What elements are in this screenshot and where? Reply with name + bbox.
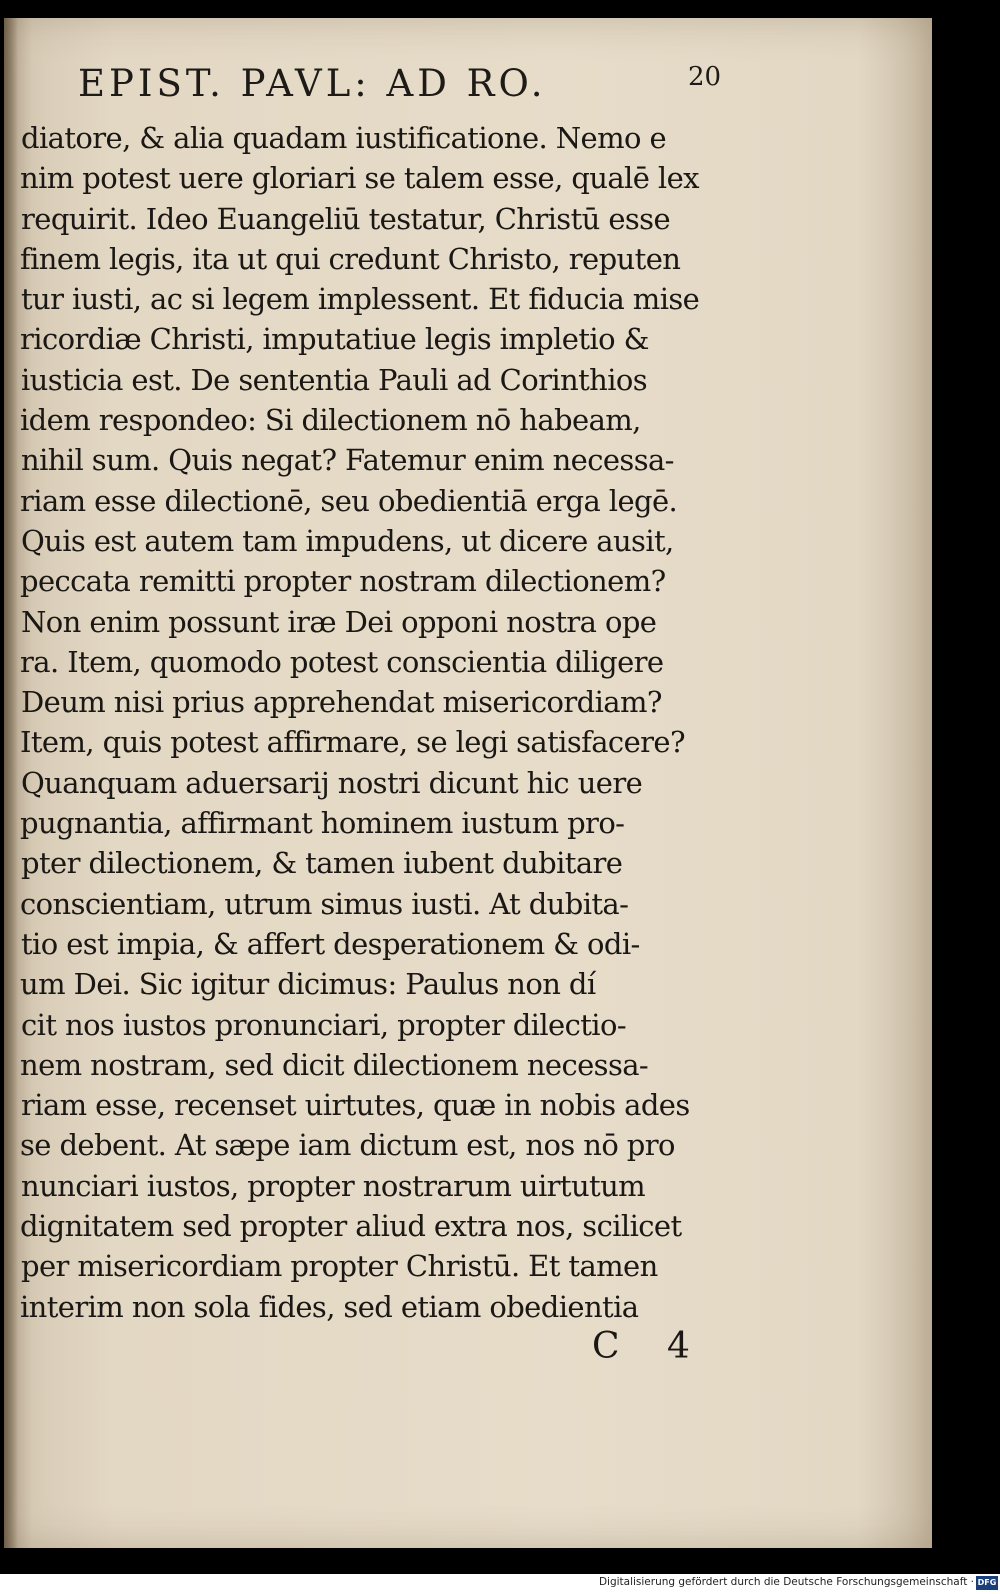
text-line: peccata remitti propter nostram dilectionem?: [20, 564, 666, 599]
text-line: riam esse dilectionē, seu obedientiā erga legē.: [20, 483, 678, 518]
text-line: pter dilectionem, & tamen iubent dubitare: [21, 846, 623, 881]
text-line: Item, quis potest affirmare, se legi satisfacere?: [20, 725, 685, 760]
text-line: cit nos iustos pronunciari, propter dilectio-: [21, 1007, 627, 1042]
text-line: ra. Item, quomodo potest conscientia diligere: [20, 644, 664, 679]
dfg-logo: DFG: [976, 1576, 998, 1590]
text-line: riam esse, recenset uirtutes, quæ in nobis ades: [21, 1088, 690, 1123]
text-line: dignitatem sed propter aliud extra nos, scilicet: [20, 1209, 682, 1244]
text-line: pugnantia, affirmant hominem iustum pro-: [20, 806, 625, 841]
digitization-credit: Digitalisierung gefördert durch die Deutsche Forschungsgemeinschaft ·: [598, 1576, 974, 1588]
folio-number: 20: [688, 62, 722, 92]
text-line: finem legis, ita ut qui credunt Christo, reputen: [20, 241, 681, 276]
text-line: Non enim possunt iræ Dei opponi nostra ope: [21, 604, 657, 639]
text-line: Quis est autem tam impudens, ut dicere ausit,: [21, 523, 674, 558]
page-gutter-shadow: [4, 18, 18, 1548]
text-line: um Dei. Sic igitur dicimus: Paulus non dí: [20, 967, 596, 1002]
text-line: requirit. Ideo Euangeliū testatur, Christū esse: [21, 201, 671, 236]
text-line: nihil sum. Quis negat? Fatemur enim necessa-: [21, 443, 674, 478]
text-line: interim non sola fides, sed etiam obedientia: [20, 1289, 639, 1324]
text-line: diatore, & alia quadam iustificatione. Nemo e: [21, 121, 667, 155]
text-line: nim potest uere gloriari se talem esse, qualē lex: [20, 161, 699, 196]
text-line: conscientiam, utrum simus iusti. At dubita-: [20, 886, 629, 921]
text-line: se debent. At sæpe iam dictum est, nos nō pro: [20, 1128, 675, 1163]
text-line: idem respondeo: Si dilectionem nō habeam,: [20, 403, 641, 438]
text-line: nunciari iustos, propter nostrarum uirtutum: [21, 1168, 646, 1203]
text-line: Deum nisi prius apprehendat misericordiam?: [21, 685, 662, 720]
body-text: [20, 118, 780, 1327]
text-line: tio est impia, & affert desperationem & odi-: [21, 926, 640, 961]
text-line: nem nostram, sed dicit dilectionem necessa-: [20, 1047, 649, 1082]
signature-mark: C 4: [592, 1326, 708, 1367]
text-line: tur iusti, ac si legem implessent. Et fiducia mise: [21, 282, 700, 317]
text-line: per misericordiam propter Christū. Et tamen: [21, 1249, 658, 1284]
running-head: EPIST. PAVL: AD RO.: [78, 62, 547, 105]
text-line: iusticia est. De sententia Pauli ad Corinthios: [21, 362, 648, 397]
text-line: Quanquam aduersarij nostri dicunt hic uere: [21, 765, 643, 800]
text-line: ricordiæ Christi, imputatiue legis impletio &: [20, 322, 649, 357]
